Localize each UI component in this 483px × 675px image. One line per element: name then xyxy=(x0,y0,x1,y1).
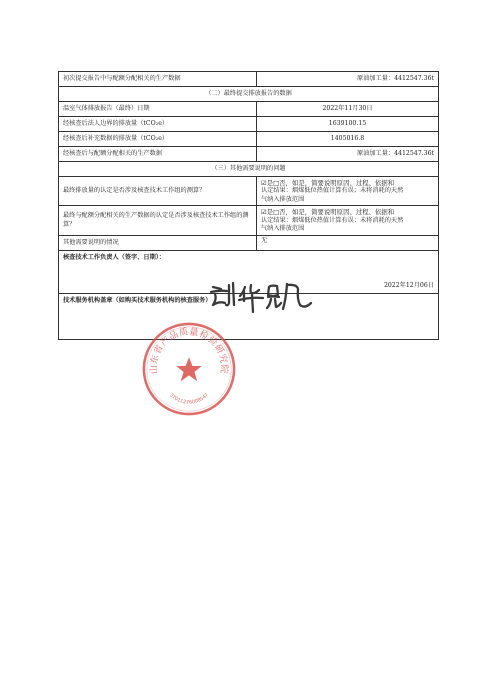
row-value: 1639100.15 xyxy=(257,117,439,132)
table-row xyxy=(59,132,439,147)
row-label: 经核查后与配额分配相关的生产数据 xyxy=(59,147,257,162)
handwritten-signature xyxy=(207,275,317,315)
answer-line: 气纳入排放范围 xyxy=(261,195,305,203)
answer-line: 认定结果：烟煤低位热值计算有误；未将消耗的天然 xyxy=(261,187,404,195)
signature-label: 核查技术工作负责人（签字、日期）： xyxy=(63,253,166,261)
row-value: 2022年11月30日 xyxy=(257,102,439,117)
section-heading: （三）其他需要说明的问题 xyxy=(59,162,439,177)
row-label: 初次提交报告中与配额分配相关的生产数据 xyxy=(59,72,257,87)
table-row xyxy=(59,235,439,250)
answer-line: 认定结果：烟煤低位热值计算有误；未将消耗的天然 xyxy=(261,216,404,224)
table-row xyxy=(59,117,439,132)
row-label: 经核查后补充数据的排放量（tCO₂e） xyxy=(59,132,257,147)
row-label: 最终与配额分配相关的生产数据的认定是否涉及核查技术工作组的测算？ xyxy=(59,206,257,235)
row-label: 温室气体排放报告（最终）日期 xyxy=(59,102,257,117)
table-row xyxy=(59,177,439,206)
section-heading-row xyxy=(59,87,439,102)
signature-date: 2022年12月06日 xyxy=(383,282,434,290)
svg-text:37011276008547: 37011276008547 xyxy=(168,392,210,406)
official-seal xyxy=(140,320,238,418)
section-heading: （二）最终提交排放报告的数据 xyxy=(59,87,439,102)
row-value: 原油加工量：4412547.36t xyxy=(257,72,439,87)
row-value xyxy=(257,206,439,235)
row-value: 1405016.8 xyxy=(257,132,439,147)
checkbox-answer-line: ☑是□否，如是，简要说明原因、过程、依据和 xyxy=(261,207,395,216)
row-label: 其他需要说明的情况 xyxy=(59,235,257,250)
answer-line: 气纳入排放范围 xyxy=(261,224,305,232)
table-row xyxy=(59,147,439,162)
row-value xyxy=(257,177,439,206)
table-row xyxy=(59,102,439,117)
row-label: 经核查后法人边界的排放量（tCO₂e） xyxy=(59,117,257,132)
row-value: 原油加工量：4412547.36t xyxy=(257,147,439,162)
row-label: 最终排放量的认定是否涉及核查技术工作组的测算？ xyxy=(59,177,257,206)
seal-label: 技术服务机构盖章（如购买技术服务机构的核查服务） xyxy=(63,296,212,304)
table-row xyxy=(59,206,439,235)
row-value: 无 xyxy=(257,235,439,250)
svg-text:山东省产品质量检验研究院: 山东省产品质量检验研究院 xyxy=(149,327,229,375)
checkbox-answer-line: ☑是□否，如是，简要说明原因、过程、依据和 xyxy=(261,178,395,187)
table-row xyxy=(59,72,439,87)
section-heading-row xyxy=(59,162,439,177)
